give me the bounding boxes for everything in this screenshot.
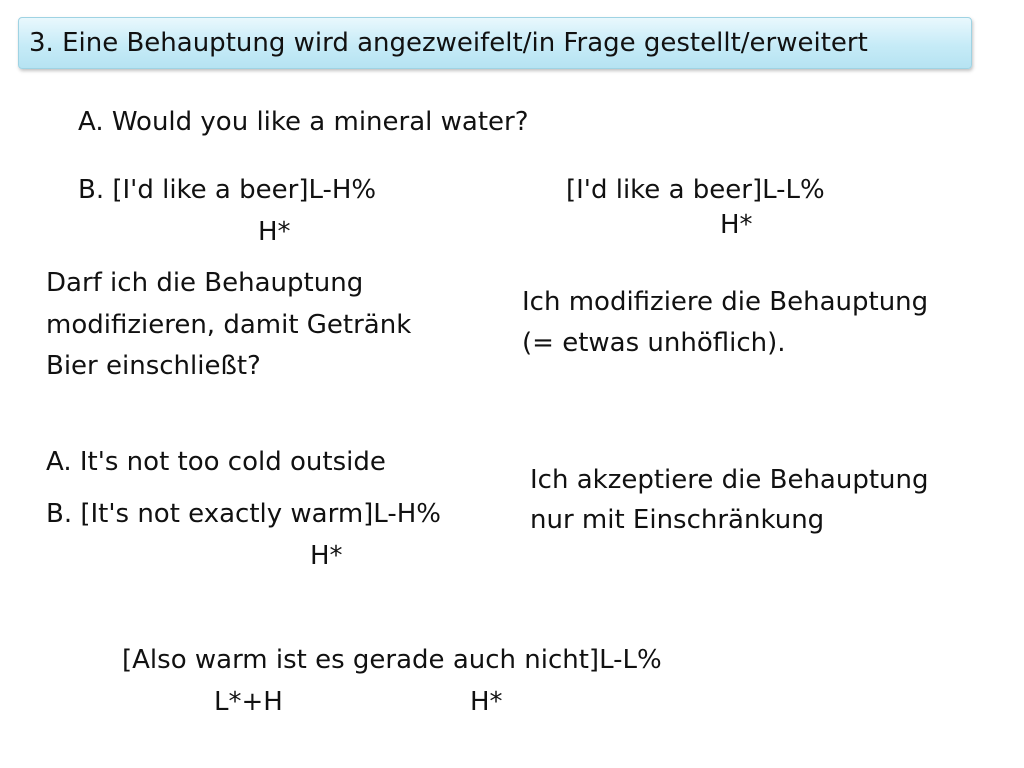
interpretation-fall-line-1: Ich modifiziere die Behauptung (522, 287, 929, 317)
interpretation-rise-line-2: modifizieren, damit Getränk (46, 310, 412, 340)
interpretation-fall-line-2: (= etwas unhöflich). (522, 328, 786, 358)
slide-title: 3. Eine Behauptung wird angezweifelt/in Frage gestellt/erweitert (29, 28, 868, 58)
interpretation-accept-line-2: nur mit Einschränkung (530, 505, 825, 535)
interpretation-rise-line-3: Bier einschließt? (46, 351, 261, 381)
answer-fall-beer: [I'd like a beer]L-L% (566, 175, 825, 205)
answer-rise-beer: B. [I'd like a beer]L-H% (78, 175, 377, 205)
question-mineral-water: A. Would you like a mineral water? (78, 107, 529, 137)
accent-right: H* (470, 687, 503, 717)
reply-not-warm: B. [It's not exactly warm]L-H% (46, 499, 441, 529)
answer-fall-accent: H* (720, 210, 753, 240)
answer-rise-accent: H* (258, 217, 291, 247)
slide-title-box (18, 17, 972, 69)
interpretation-accept-line-1: Ich akzeptiere die Behauptung (530, 465, 929, 495)
reply-accent: H* (310, 541, 343, 571)
statement-not-cold: A. It's not too cold outside (46, 447, 386, 477)
german-sentence: [Also warm ist es gerade auch nicht]L-L% (122, 645, 662, 675)
interpretation-rise-line-1: Darf ich die Behauptung (46, 268, 364, 298)
accent-left: L*+H (214, 687, 283, 717)
